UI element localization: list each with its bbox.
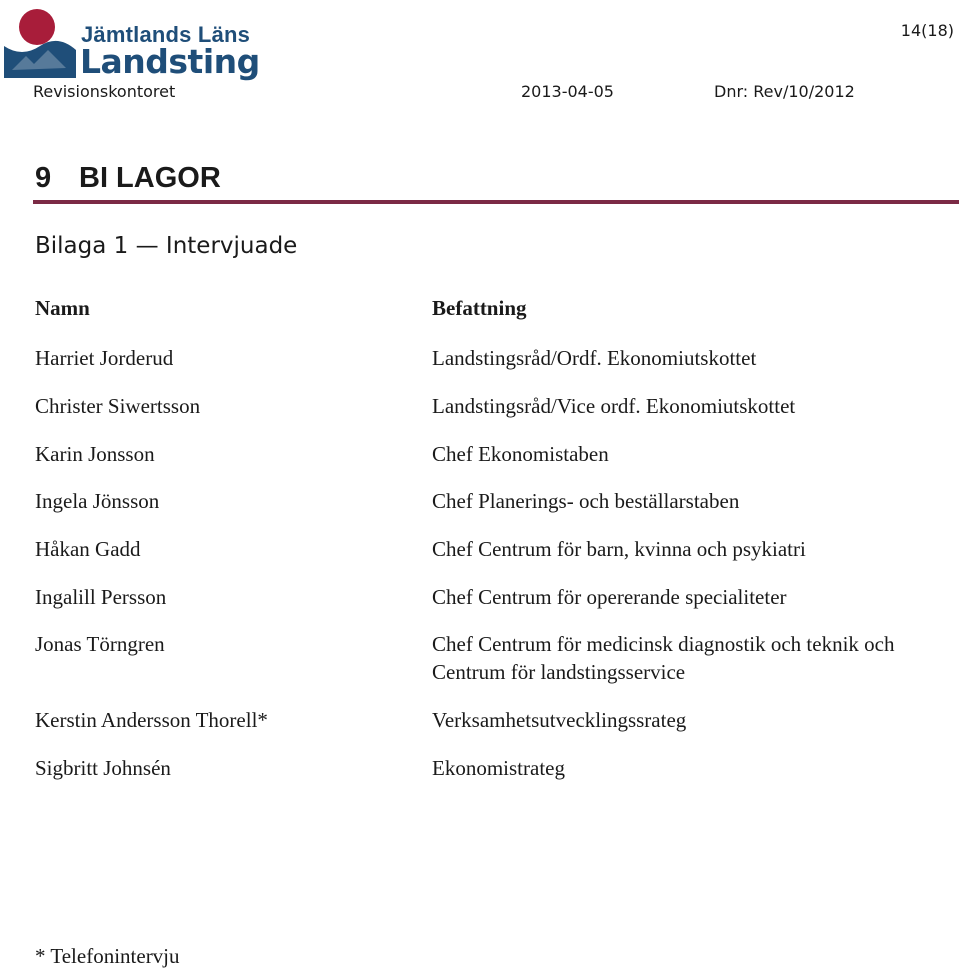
header-date: 2013-04-05 — [521, 82, 614, 101]
header-office: Revisionskontoret — [33, 82, 176, 101]
person-role: Chef Centrum för opererande specialiteter — [432, 585, 787, 609]
person-role: Chef Ekonomistaben — [432, 442, 609, 466]
chapter-title: BI LAGOR — [79, 162, 221, 194]
chapter-divider — [33, 200, 959, 204]
person-role: Verksamhetsutvecklingssrateg — [432, 708, 687, 732]
landsting-logo — [4, 6, 260, 81]
person-name: Kerstin Andersson Thorell* — [35, 708, 268, 732]
person-name: Karin Jonsson — [35, 442, 155, 466]
chapter-heading — [35, 162, 221, 195]
person-name: Christer Siwertsson — [35, 394, 201, 418]
person-name: Ingalill Persson — [35, 585, 167, 609]
person-name: Håkan Gadd — [35, 537, 141, 561]
person-role: Chef Centrum för barn, kvinna och psykiatri — [432, 537, 806, 561]
footnote: * Telefonintervju — [35, 944, 180, 968]
appendix-title: Bilaga 1 — Intervjuade — [35, 233, 298, 259]
person-role: Chef Centrum för medicinsk diagnostik och teknik och Centrum för landstingsservice — [432, 632, 895, 684]
person-name: Ingela Jönsson — [35, 489, 160, 513]
person-name: Harriet Jorderud — [35, 346, 174, 370]
column-header-name: Namn — [35, 296, 90, 320]
column-header-role: Befattning — [432, 296, 527, 320]
person-role: Landstingsråd/Ordf. Ekonomiutskottet — [432, 346, 757, 370]
person-role: Landstingsråd/Vice ordf. Ekonomiutskottet — [432, 394, 796, 418]
person-name: Jonas Törngren — [35, 632, 165, 656]
person-role: Chef Planerings- och beställarstaben — [432, 489, 740, 513]
chapter-number: 9 — [35, 162, 52, 194]
person-role: Ekonomistrateg — [432, 756, 565, 780]
logo-text-line1: Jämtlands Läns — [81, 22, 251, 47]
header-dnr: Dnr: Rev/10/2012 — [714, 82, 855, 101]
page-number: 14(18) — [900, 21, 954, 40]
logo-emblem-icon — [4, 6, 78, 78]
person-name: Sigbritt Johnsén — [35, 756, 171, 780]
logo-text-line2: Landsting — [80, 42, 260, 81]
